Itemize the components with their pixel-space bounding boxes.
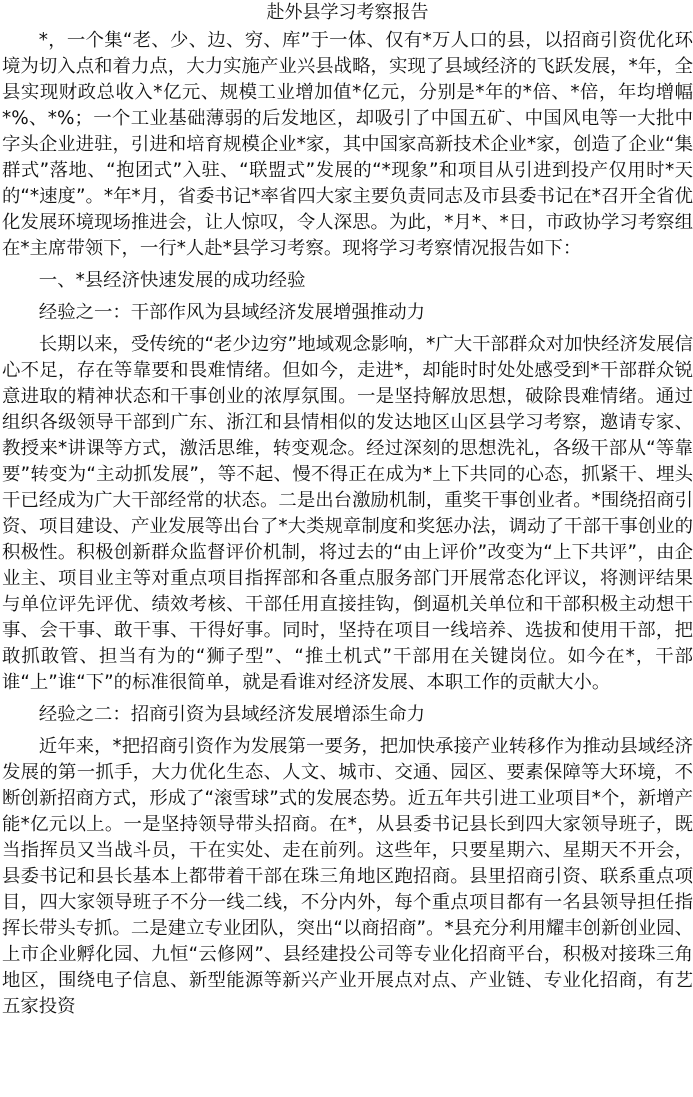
- experience-paragraph-1: 长期以来，受传统的“老少边穷”地域观念影响，*广大干部群众对加快经济发展信心不足，存在等靠要和畏难情绪。但如今，走进*，却能时时处处感受到*干部群众锐意进取的精神状态和干事创业的浓厚氛围。一是坚持解放思想，破除畏难情绪。通过组织各级领导干部到广东、浙江和县情相似的发达地区山区县学习考察，邀请专家、教授来*讲课等方式，激活思维，转变观念。经过深刻的思想洗礼，各级干部从“等靠要”转变为“主动抓发展”，等不起、慢不得正在成为*上下共同的心态，抓紧干、埋头干已经成为广大干部经常的状态。二是出台激励机制，重奖干事创业者。*围绕招商引资、项目建设、产业发展等出台了*大类规章制度和奖惩办法，调动了干部干事创业的积极性。积极创新群众监督评价机制，将过去的“由上评价”改变为“上下共评”，由企业主、项目业主等对重点项目指挥部和各重点服务部门开展常态化评议，将测评结果与单位评先评优、绩效考核、干部任用直接挂钩，倒逼机关单位和干部积极主动想干事、会干事、敢干事、干得好事。同时，坚持在项目一线培养、选拔和使用干部，把敢抓敢管、担当有为的“狮子型”、“推土机式”干部用在关键岗位。如今在*，干部谁“上”谁“下”的标准很简单，就是看谁对经济发展、本职工作的贡献大小。: [2, 334, 693, 693]
- intro-paragraph: *，一个集“老、少、边、穷、库”于一体、仅有*万人口的县，以招商引资优化环境为切入点和着力点，大力实施产业兴县战略，实现了县域经济的飞跃发展，*年，全县实现财政总收入*亿元、规模工业增加值*亿元，分别是*年的*倍、*倍，年均增幅*%、*%；一个工业基础薄弱的后发地区，却吸引了中国五矿、中国风电等一大批中字头企业进驻，引进和培育规模企业*家，其中国家高新技术企业*家，创造了企业“集群式”落地、“抱团式”入驻、“联盟式”发展的“*现象”和项目从引进到投产仅用时*天的“*速度”。*年*月，省委书记*率省四大家主要负责同志及市县委书记在*召开全省优化发展环境现场推进会，让人惊叹，令人深思。为此，*月*、*日，市政协学习考察组在*主席带领下，一行*人赴*县学习考察。现将学习考察情况报告如下：: [2, 30, 693, 259]
- section-heading-1: 一、*县经济快速发展的成功经验: [38, 270, 306, 291]
- experience-heading-2: 经验之二：招商引资为县域经济发展增添生命力: [38, 704, 426, 725]
- document-title: 赴外县学习考察报告: [266, 2, 429, 23]
- experience-heading-1: 经验之一：干部作风为县域经济发展增强推动力: [38, 302, 426, 323]
- experience-paragraph-2: 近年来，*把招商引资作为发展第一要务，把加快承接产业转移作为推动县域经济发展的第一抓手，大力优化生态、人文、城市、交通、园区、要素保障等大环境，不断创新招商方式，形成了“滚雪球”式的发展态势。近五年共引进工业项目*个，新增产能*亿元以上。一是坚持领导带头招商。在*，从县委书记县长到四大家领导班子，既当指挥员又当战斗员，干在实处、走在前列。这些年，只要星期六、星期天不开会，县委书记和县长基本上都带着干部在珠三角地区跑招商。县里招商引资、联系重点项目，四大家领导班子不分一线二线，不分内外，每个重点项目都有一名县领导担任指挥长带头专抓。二是建立专业团队，突出“以商招商”。*县充分利用耀丰创新创业园、上市企业孵化园、九恒“云修网”、县经建投公司等专业化招商平台，积极对接珠三角地区，围绕电子信息、新型能源等新兴产业开展点对点、产业链、专业化招商，有艺五家投资: [2, 736, 693, 1017]
